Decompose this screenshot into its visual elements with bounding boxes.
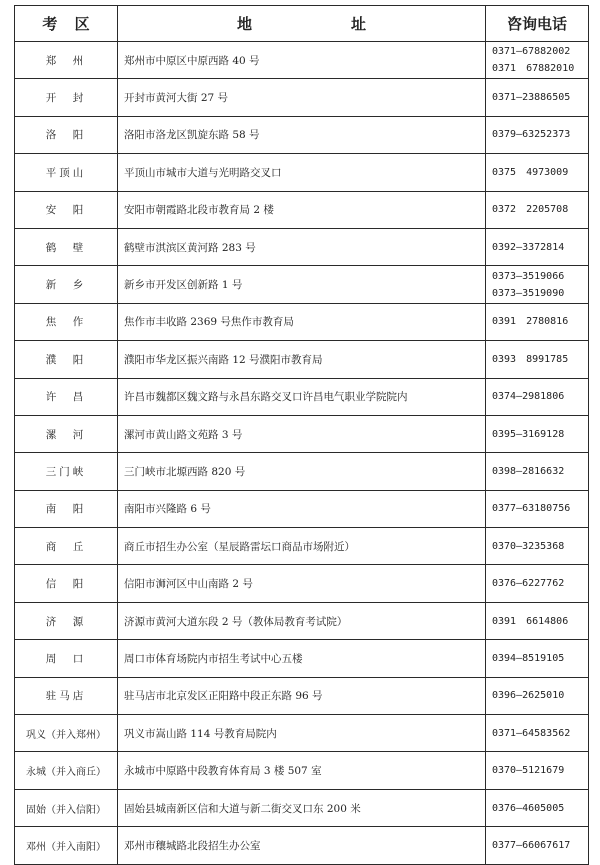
phone-cell	[486, 752, 589, 789]
address-cell: 安阳市朝霞路北段市教育局 2 楼	[118, 191, 486, 228]
area-cell: 信 阳	[15, 565, 118, 602]
area-cell: 永城（并入商丘）	[15, 752, 118, 789]
area-cell: 焦 作	[15, 303, 118, 340]
table-row	[15, 640, 589, 677]
area-cell: 郑 州	[15, 42, 118, 79]
address-cell: 巩义市嵩山路 114 号教育局院内	[118, 715, 486, 752]
area-cell: 安 阳	[15, 191, 118, 228]
area-cell: 巩义（并入郑州）	[15, 715, 118, 752]
table-row	[15, 677, 589, 714]
address-cell: 信阳市浉河区中山南路 2 号	[118, 565, 486, 602]
exam-site-table	[14, 5, 589, 865]
phone-number: 0375 4973009	[492, 166, 569, 178]
table-row	[15, 116, 589, 153]
phone-number: 0377—63180756	[492, 503, 571, 515]
phone-cell	[486, 378, 589, 415]
address-cell: 邓州市穰城路北段招生办公室	[118, 827, 486, 864]
address-cell: 平顶山市城市大道与光明路交叉口	[118, 154, 486, 191]
phone-cell	[486, 79, 589, 116]
table-row	[15, 789, 589, 826]
address-cell: 商丘市招生办公室（星辰路雷坛口商品市场附近）	[118, 528, 486, 565]
table-row	[15, 602, 589, 639]
address-cell: 开封市黄河大街 27 号	[118, 79, 486, 116]
phone-number: 0373—3519066	[492, 270, 565, 282]
table-header-row	[15, 6, 589, 42]
table-row	[15, 154, 589, 191]
phone-cell	[486, 303, 589, 340]
phone-cell	[486, 191, 589, 228]
address-cell: 济源市黄河大道东段 2 号（教体局教育考试院）	[118, 602, 486, 639]
table-row	[15, 191, 589, 228]
table-row	[15, 715, 589, 752]
phone-number: 0376—6227762	[492, 578, 565, 590]
area-cell: 开 封	[15, 79, 118, 116]
address-cell: 濮阳市华龙区振兴南路 12 号濮阳市教育局	[118, 341, 486, 378]
address-cell: 永城市中原路中段教育体育局 3 楼 507 室	[118, 752, 486, 789]
address-cell: 固始县城南新区信和大道与新二街交叉口东 200 米	[118, 789, 486, 826]
table-row	[15, 490, 589, 527]
phone-cell	[486, 415, 589, 452]
table-row	[15, 266, 589, 303]
area-cell: 濮 阳	[15, 341, 118, 378]
phone-cell	[486, 154, 589, 191]
area-cell: 驻马店	[15, 677, 118, 714]
header-area: 考 区	[15, 6, 118, 42]
area-cell: 鹤 壁	[15, 228, 118, 265]
header-phone: 咨询电话	[486, 6, 589, 42]
phone-number: 0379—63252373	[492, 129, 571, 141]
phone-number: 0391 2780816	[492, 316, 569, 328]
address-cell: 驻马店市北京发区正阳路中段正东路 96 号	[118, 677, 486, 714]
phone-cell	[486, 640, 589, 677]
address-cell: 鹤壁市淇滨区黄河路 283 号	[118, 228, 486, 265]
area-cell: 许 昌	[15, 378, 118, 415]
table-body	[15, 42, 589, 865]
phone-cell	[486, 602, 589, 639]
phone-cell	[486, 677, 589, 714]
phone-number: 0371—23886505	[492, 92, 571, 104]
phone-number: 0377—66067617	[492, 839, 571, 851]
phone-cell	[486, 116, 589, 153]
area-cell: 济 源	[15, 602, 118, 639]
address-cell: 郑州市中原区中原西路 40 号	[118, 42, 486, 79]
area-cell: 三门峡	[15, 453, 118, 490]
phone-cell	[486, 565, 589, 602]
area-cell: 固始（并入信阳）	[15, 789, 118, 826]
address-cell: 新乡市开发区创新路 1 号	[118, 266, 486, 303]
address-cell: 焦作市丰收路 2369 号焦作市教育局	[118, 303, 486, 340]
phone-number: 0371—64583562	[492, 727, 571, 739]
header-address: 地 址	[118, 6, 486, 42]
phone-number: 0395—3169128	[492, 428, 565, 440]
table-row	[15, 303, 589, 340]
address-cell: 许昌市魏都区魏文路与永昌东路交叉口许昌电气职业学院院内	[118, 378, 486, 415]
phone-cell	[486, 453, 589, 490]
area-cell: 洛 阳	[15, 116, 118, 153]
phone-number: 0391 6614806	[492, 615, 569, 627]
phone-number: 0371 67882010	[492, 63, 575, 75]
phone-number: 0396—2625010	[492, 690, 565, 702]
table-row	[15, 453, 589, 490]
table-row	[15, 415, 589, 452]
phone-cell	[486, 266, 589, 303]
area-cell: 邓州（并入南阳）	[15, 827, 118, 864]
phone-cell	[486, 341, 589, 378]
area-cell: 商 丘	[15, 528, 118, 565]
area-cell: 南 阳	[15, 490, 118, 527]
address-cell: 洛阳市洛龙区凯旋东路 58 号	[118, 116, 486, 153]
phone-cell	[486, 827, 589, 864]
phone-number: 0393 8991785	[492, 353, 569, 365]
phone-cell	[486, 490, 589, 527]
area-cell: 周 口	[15, 640, 118, 677]
phone-number: 0372 2205708	[492, 204, 569, 216]
table-row	[15, 42, 589, 79]
phone-number: 0371—67882002	[492, 46, 571, 58]
phone-cell	[486, 528, 589, 565]
table-row	[15, 341, 589, 378]
address-cell: 南阳市兴隆路 6 号	[118, 490, 486, 527]
table-row	[15, 79, 589, 116]
table-row	[15, 752, 589, 789]
phone-number: 0376—4605005	[492, 802, 565, 814]
table-row	[15, 827, 589, 864]
phone-cell	[486, 789, 589, 826]
area-cell: 平顶山	[15, 154, 118, 191]
phone-number: 0394—8519105	[492, 652, 565, 664]
table-row	[15, 528, 589, 565]
phone-number: 0398—2816632	[492, 465, 565, 477]
phone-number: 0370—5121679	[492, 765, 565, 777]
phone-number: 0373—3519090	[492, 287, 565, 299]
table-row	[15, 228, 589, 265]
phone-cell	[486, 42, 589, 79]
phone-number: 0392—3372814	[492, 241, 565, 253]
phone-number: 0374—2981806	[492, 391, 565, 403]
phone-cell	[486, 715, 589, 752]
table-row	[15, 565, 589, 602]
address-cell: 三门峡市北塬西路 820 号	[118, 453, 486, 490]
area-cell: 新 乡	[15, 266, 118, 303]
table-row	[15, 378, 589, 415]
phone-number: 0370—3235368	[492, 540, 565, 552]
phone-cell	[486, 228, 589, 265]
address-cell: 周口市体育场院内市招生考试中心五楼	[118, 640, 486, 677]
area-cell: 漯 河	[15, 415, 118, 452]
address-cell: 漯河市黄山路文苑路 3 号	[118, 415, 486, 452]
